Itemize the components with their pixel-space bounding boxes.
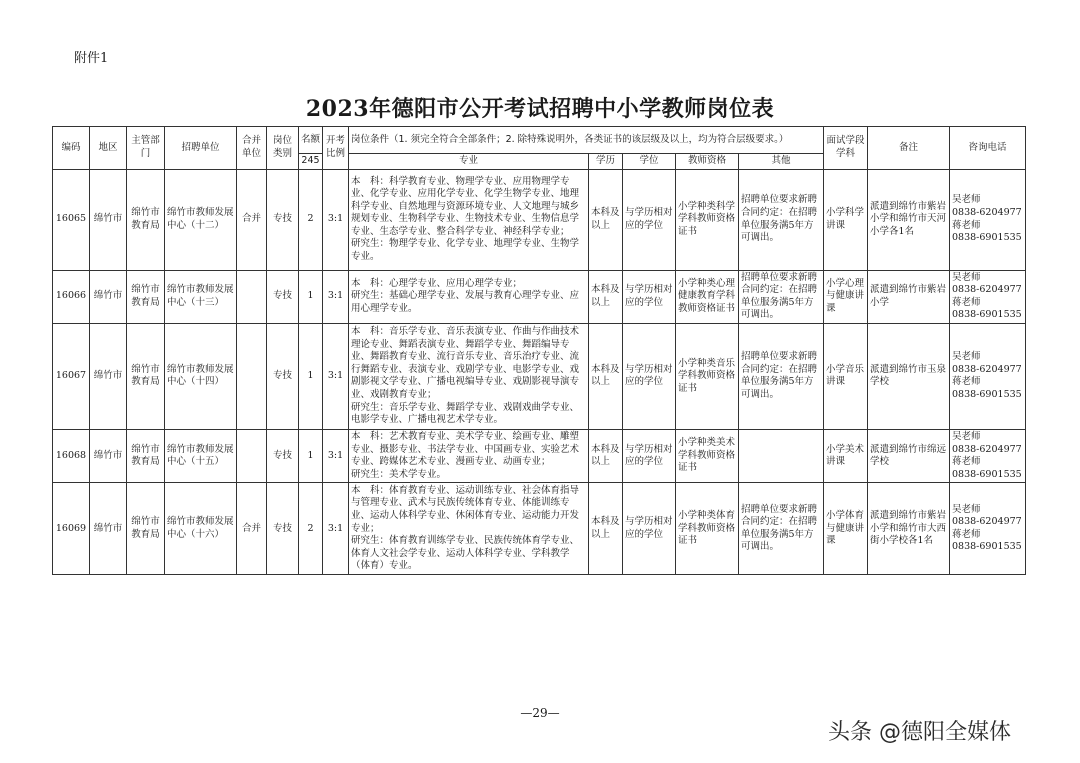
major-line: 研究生：音乐学专业、舞蹈学专业、戏剧戏曲学专业、电影学专业、广播电视艺术学专业。 [351,401,580,426]
phone-number: 0838-6204977 [952,443,1022,455]
header-qualification: 教师资格 [676,154,739,170]
row-major [349,169,589,270]
row-category: 专技 [267,429,299,482]
contact-name: 蒋老师 [952,528,981,540]
row-qualification: 小学种类美术学科教师资格证书 [676,429,739,482]
row-ratio: 3:1 [323,270,349,323]
row-major [349,429,589,482]
row-code: 16065 [53,169,90,270]
header-education: 学历 [589,154,623,170]
row-degree: 与学历相对应的学位 [623,429,676,482]
major-line: 本 科：心理学专业、应用心理学专业； [351,277,523,289]
row-major [349,483,589,575]
row-education: 本科及以上 [589,323,623,429]
major-line: 研究生：基础心理学专业、发展与教育心理学专业、应用心理学专业。 [351,290,580,315]
row-qualification: 小学种类科学学科教师资格证书 [676,169,739,270]
contact-name: 吴老师 [952,503,981,515]
row-region: 绵竹市 [90,429,127,482]
row-education: 本科及以上 [589,483,623,575]
row-code: 16068 [53,429,90,482]
phone-number: 0838-6901535 [952,389,1022,401]
header-region: 地区 [90,127,127,170]
row-other: 招聘单位要求新聘合同约定：在招聘单位服务满5年方可调出。 [739,270,824,323]
row-merged [237,323,267,429]
row-ratio: 3:1 [323,323,349,429]
row-quota: 2 [299,483,323,575]
row-merged: 合并 [237,169,267,270]
header-degree: 学位 [623,154,676,170]
page-title: 2023年德阳市公开考试招聘中小学教师岗位表 [305,96,775,122]
row-code: 16067 [53,323,90,429]
row-phone [950,429,1026,482]
header-interview: 面试学段学科 [824,127,868,170]
row-interview: 小学科学讲课 [824,169,868,270]
phone-number: 0838-6204977 [952,284,1022,296]
contact-name: 吴老师 [952,351,981,363]
row-dept: 绵竹市教育局 [127,270,165,323]
table-row [53,270,1026,323]
row-phone [950,483,1026,575]
row-category: 专技 [267,169,299,270]
major-line: 本 科：艺术教育专业、美术学专业、绘画专业、雕塑专业、摄影专业、书法学专业、中国画专业、实验艺术专业、跨媒体艺术专业、漫画专业、动画专业； [351,430,580,468]
row-interview: 小学美术讲课 [824,429,868,482]
header-ratio: 开考比例 [323,127,349,170]
phone-number: 0838-6901535 [952,309,1022,321]
attachment-label: 附件1 [74,51,109,66]
row-degree: 与学历相对应的学位 [623,323,676,429]
row-education: 本科及以上 [589,270,623,323]
major-line: 研究生：体育教育训练学专业、民族传统体育学专业、体育人文社会学专业、运动人体科学专业、学科教学（体育）专业。 [351,535,580,572]
row-region: 绵竹市 [90,323,127,429]
table-row [53,169,1026,270]
phone-number: 0838-6901535 [952,232,1022,244]
contact-name: 蒋老师 [952,376,981,388]
row-unit: 绵竹市教师发展中心（十二） [165,169,237,270]
row-unit: 绵竹市教师发展中心（十六） [165,483,237,575]
row-education: 本科及以上 [589,429,623,482]
row-category: 专技 [267,323,299,429]
row-unit: 绵竹市教师发展中心（十四） [165,323,237,429]
row-dept: 绵竹市教育局 [127,169,165,270]
row-quota: 2 [299,169,323,270]
row-code: 16069 [53,483,90,575]
header-unit: 招聘单位 [165,127,237,170]
row-region: 绵竹市 [90,169,127,270]
recruitment-table [52,126,1026,575]
row-region: 绵竹市 [90,270,127,323]
phone-number: 0838-6204977 [952,516,1022,528]
row-education: 本科及以上 [589,169,623,270]
header-major: 专业 [349,154,589,170]
header-dept: 主管部门 [127,127,165,170]
row-merged [237,270,267,323]
row-ratio: 3:1 [323,483,349,575]
row-qualification: 小学种类体育学科教师资格证书 [676,483,739,575]
major-line: 本 科：体育教育专业、运动训练专业、社会体育指导与管理专业、武术与民族传统体育专业、体能训练专业、运动人体科学专业、休闲体育专业、运动能力开发专业； [351,484,580,534]
row-qualification: 小学种类音乐学科教师资格证书 [676,323,739,429]
contact-name: 蒋老师 [952,456,981,468]
row-ratio: 3:1 [323,429,349,482]
row-degree: 与学历相对应的学位 [623,270,676,323]
header-other: 其他 [739,154,824,170]
row-qualification: 小学种类心理健康教育学科教师资格证书 [676,270,739,323]
row-category: 专技 [267,483,299,575]
row-dept: 绵竹市教育局 [127,323,165,429]
row-remark: 派遣到绵竹市玉泉学校 [868,323,950,429]
row-phone [950,270,1026,323]
row-remark: 派遣到绵竹市紫岩小学 [868,270,950,323]
row-major [349,270,589,323]
row-unit: 绵竹市教师发展中心（十三） [165,270,237,323]
contact-name: 吴老师 [952,271,981,283]
phone-number: 0838-6204977 [952,207,1022,218]
row-phone [950,169,1026,270]
major-line: 研究生：美术学专业。 [351,468,447,480]
row-remark: 派遣到绵竹市绵远学校 [868,429,950,482]
header-conditions: 岗位条件（1. 须完全符合全部条件；2. 除特殊说明外，各类证书的该层级及以上，均为符合层级要求。） [349,127,824,154]
row-degree: 与学历相对应的学位 [623,169,676,270]
row-other: 招聘单位要求新聘合同约定：在招聘单位服务满5年方可调出。 [739,323,824,429]
major-line: 本 科：科学教育专业、物理学专业、应用物理学专业、化学专业、应用化学专业、化学生物学专业、地理科学专业、自然地理与资源环境专业、人文地理与城乡规划专业、生物科学专业、生物技术专业、生物信息学专业、生态学专业、整合科学专业、神经科学专业； [351,175,580,237]
contact-name: 吴老师 [952,194,981,206]
header-remark: 备注 [868,127,950,170]
header-code: 编码 [53,127,90,170]
row-dept: 绵竹市教育局 [127,483,165,575]
row-merged: 合并 [237,483,267,575]
row-region: 绵竹市 [90,483,127,575]
row-interview: 小学音乐讲课 [824,323,868,429]
row-code: 16066 [53,270,90,323]
major-line: 研究生：物理学专业、化学专业、地理学专业、生物学专业。 [351,238,580,263]
table-row [53,483,1026,575]
row-unit: 绵竹市教师发展中心（十五） [165,429,237,482]
row-dept: 绵竹市教育局 [127,429,165,482]
header-phone: 咨询电话 [950,127,1026,170]
row-remark: 派遣到绵竹市紫岩小学和绵竹市大西街小学校各1名 [868,483,950,575]
header-quota-total: 245 [299,154,323,170]
row-merged [237,429,267,482]
row-major [349,323,589,429]
row-quota: 1 [299,270,323,323]
row-interview: 小学心理与健康讲课 [824,270,868,323]
phone-number: 0838-6901535 [952,541,1022,553]
header-quota: 名额 [299,127,323,154]
watermark: 头条 @德阳全媒体 [828,720,1011,745]
row-other: 招聘单位要求新聘合同约定：在招聘单位服务满5年方可调出。 [739,169,824,270]
contact-name: 蒋老师 [952,296,981,308]
phone-number: 0838-6204977 [952,363,1022,375]
row-ratio: 3:1 [323,169,349,270]
major-line: 本 科：音乐学专业、音乐表演专业、作曲与作曲技术理论专业、舞蹈表演专业、舞蹈学专业、舞蹈编导专业、舞蹈教育专业、流行音乐专业、音乐治疗专业、流行舞蹈专业、表演专业、戏剧学专业、电影学专业、戏剧影视文学专业、广播电视编导专业、戏剧影视导演专业、戏剧教育专业； [351,326,580,401]
page-number: —29— [520,706,560,720]
row-quota: 1 [299,429,323,482]
row-degree: 与学历相对应的学位 [623,483,676,575]
row-category: 专技 [267,270,299,323]
row-remark: 派遣到绵竹市紫岩小学和绵竹市天河小学各1名 [868,169,950,270]
row-phone [950,323,1026,429]
contact-name: 蒋老师 [952,219,981,231]
header-category: 岗位类别 [267,127,299,170]
table-row [53,429,1026,482]
header-merged: 合并单位 [237,127,267,170]
contact-name: 吴老师 [952,430,981,442]
table-row [53,323,1026,429]
row-other: 招聘单位要求新聘合同约定：在招聘单位服务满5年方可调出。 [739,483,824,575]
row-other [739,429,824,482]
row-quota: 1 [299,323,323,429]
row-interview: 小学体育与健康讲课 [824,483,868,575]
phone-number: 0838-6901535 [952,468,1022,480]
